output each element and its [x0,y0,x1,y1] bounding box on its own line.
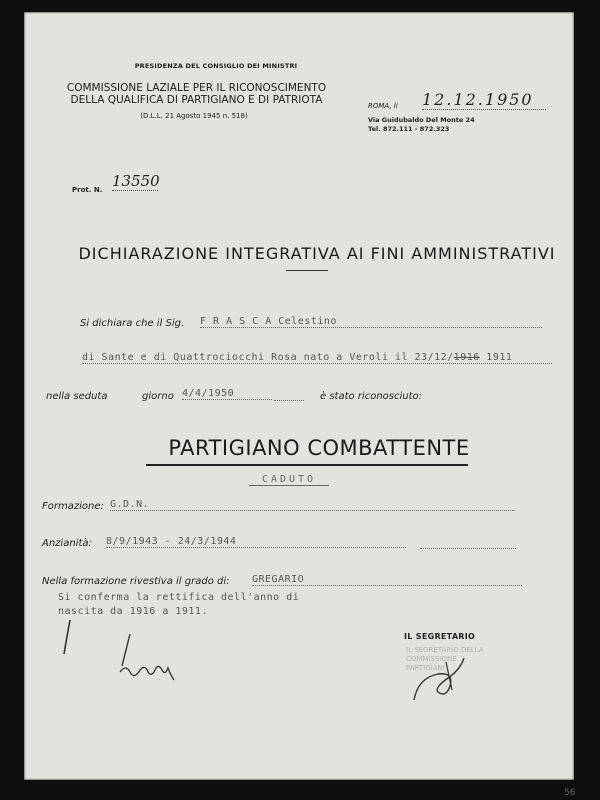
birth-details [82,352,552,364]
birth-details-text: di Sante e di Quattrociocchi Rosa nato a Veroli il 23/12/ [82,352,454,363]
grado-value: GREGARIO [252,574,522,586]
birth-year-correct: 1911 [486,352,513,363]
address-line: Via Guidubaldo Del Monte 24 [368,116,475,124]
commissione-line2: DELLA QUALIFICA DI PARTIGIANO E DI PATRIOTA [70,94,323,106]
formazione-value: G.D.N. [110,499,515,511]
rettifica-line2: nascita da 1916 a 1911. [58,606,208,617]
page-number: 56 [564,788,576,798]
caduto-label: CADUTO [249,474,329,486]
seduta-dotline-rule [274,400,304,401]
riconosciuto-label: è stato riconosciuto: [320,391,423,402]
roma-date: 12.12.1950 [422,90,546,110]
rettifica-line1: Si conferma la rettifica dell'anno di [58,592,300,603]
protocol-number: 13550 [112,172,160,190]
title-underline [286,270,328,271]
qualifica-title: PARTIGIANO COMBATTENTE [168,436,470,460]
left-signature [54,614,184,684]
commissione-line1: COMMISSIONE LAZIALE PER IL RICONOSCIMENTO [66,82,327,94]
seduta-label: nella seduta [46,391,108,402]
birth-year-struck: 1916 [453,352,480,363]
secretary-signature [408,648,488,708]
segretario-label: IL SEGRETARIO [404,632,476,641]
roma-label: ROMA, li [368,102,398,110]
telephone-line: Tel. 872.111 - 872.323 [368,125,450,133]
anzianita-extra-line [420,548,516,549]
person-name: F R A S C A Celestino [200,316,542,328]
anzianita-label: Anzianità: [42,538,92,549]
protocol-label: Prot. N. [72,186,103,194]
grado-label: Nella formazione rivestiva il grado di: [42,576,230,587]
presidenza-heading: PRESIDENZA DEL CONSIGLIO DEI MINISTRI [134,62,298,70]
document-title: DICHIARAZIONE INTEGRATIVA AI FINI AMMINISTRATIVI [78,244,556,263]
stamp-line2: PARTIGIANI [406,664,445,672]
seduta-dotline [274,400,304,401]
anzianita-value: 8/9/1943 - 24/3/1944 [106,536,406,548]
formazione-label: Formazione: [42,501,104,512]
document-sheet [24,12,576,798]
stamp-line1: IL SEGRETARIO DELLA COMMISSIONE [406,646,484,663]
commissione-heading [64,82,329,106]
giorno-label: giorno [142,391,174,402]
seduta-date: 4/4/1950 [182,388,272,400]
dll-reference: (D.L.L. 21 Agosto 1945 n. 518) [140,112,248,120]
qualifica-underline [146,464,468,466]
dichiara-label: Si dichiara che il Sig. [80,318,185,329]
